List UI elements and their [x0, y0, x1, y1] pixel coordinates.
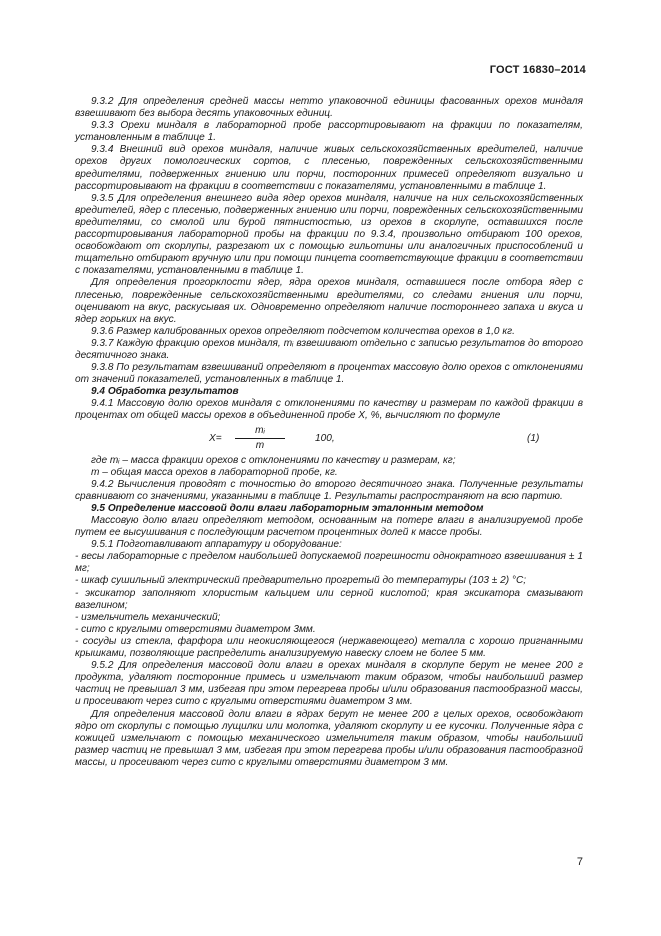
- paragraph: 9.4 Обработка результатов: [91, 386, 239, 398]
- paragraph: - измельчитель механический;: [75, 611, 221, 623]
- formula-lhs: X=: [209, 432, 222, 444]
- paragraph: 9.4.1 Массовую долю орехов миндаля с отклонениями по качеству и размерам по каждой фракции в процентах от общей массы орехов в объединенной пробе X, %, вычисляют по формуле: [75, 398, 583, 422]
- paragraph: 9.4.2 Вычисления проводят с точностью до второго десятичного знака. Полученные результаты сравнивают со значениями, указанными в таблице 1. Результаты распространяют на всю партию.: [75, 478, 583, 502]
- paragraph: - весы лабораторные с пределом наибольшей допускаемой погрешности однократного взвешивания ± 1 мг;: [75, 551, 583, 575]
- section-paragraphs-1: [75, 96, 583, 423]
- page-number: 7: [576, 856, 583, 868]
- paragraph: - шкаф сушильный электрический предварительно прогретый до температуры (103 ± 2) °С;: [75, 575, 527, 587]
- paragraph: Для определения массовой доли влаги в ядрах берут не менее 200 г целых орехов, освобождают ядро от скорлупы с помощью лущилки или молотка, удаляют скорлупу и ее кусочки. Полученные ядра с кожицей измельчают с помощью механического измельчителя таким образом, чтобы наибольший размер частиц не превышал 3 мм, избегая при этом перегрева пробы и/или образования пастообразной массы, и просеивают через сито с круглыми отверстиями диаметром 3 мм.: [75, 708, 583, 768]
- section-paragraphs-2: [75, 455, 583, 769]
- paragraph: 9.3.4 Внешний вид орехов миндаля, наличие живых сельскохозяйственных вредителей, наличие орехов других помологических сортов, с плесенью, поврежденных сельскохозяйственными вредителями, подверженных гниению или порчи, посторонних примесей определяют визуально и рассортировывают на фракции в соответствии с показателями, установленными в таблице 1.: [75, 144, 583, 192]
- paragraph: 9.3.5 Для определения внешнего вида ядер орехов миндаля, наличие на них сельскохозяйственных вредителей, ядер с плесенью, подверженных гниению или порчи, поврежденных сельскохозяйственными вредителями, со смолой или бурой пятнистостью, из орехов в скорлупе, оставшихся после рассортировывания лабораторной пробы на фракции по 9.3.4, произвольно отбирают 100 орехов, освобождают от скорлупы, разрезают их с помощью гильотины или аналогичных приспособлений и тщательно отбирают вручную или при помощи пинцета соответствующие фракции в соответствии с показателями, установленными в таблице 1.: [75, 192, 583, 277]
- paragraph: - сосуды из стекла, фарфора или неокисляющегося (нержавеющего) металла с хорошо пригнанными крышками, позволяющие распределить анализируемую навеску слоем не более 5 мм.: [75, 635, 583, 660]
- paragraph: 9.5.2 Для определения массовой доли влаги в орехах миндаля в скорлупе берут не менее 200 г продукта, удаляют посторонние примесь и измельчают таким образом, чтобы наибольший размер частиц не превышал 3 мм, избегая при этом перегрева пробы и/или образования пастообразной массы, и просеивают через сито с круглыми отверстиями диаметром 3 мм.: [75, 660, 583, 708]
- paragraph: 9.3.2 Для определения средней массы нетто упаковочной единицы фасованных орехов миндаля взвешивают без выбора десять упаковочных единиц.: [75, 96, 583, 120]
- paragraph: где mᵢ – масса фракции орехов с отклонениями по качеству и размерам, кг;: [91, 454, 456, 466]
- document-header: ГОСТ 16830–2014: [489, 64, 586, 76]
- formula-numerator: mᵢ: [235, 425, 285, 439]
- paragraph: 9.3.8 По результатам взвешиваний определяют в процентах массовую долю орехов с отклонениями от значений показателей, установленных в таблице 1.: [75, 362, 583, 386]
- paragraph: - эксикатор заполняют хлористым кальцием или серной кислотой; края эксикатора смазывают вазелином;: [75, 587, 583, 611]
- paragraph: 9.5 Определение массовой доли влаги лабораторным эталонным методом: [91, 502, 484, 514]
- paragraph: 9.5.1 Подготавливают аппаратуру и оборудование:: [91, 539, 342, 551]
- paragraph: Для определения прогорклости ядер, ядра орехов миндаля, оставшиеся после отбора ядер с плесенью, поврежденные сельскохозяйственными вредителями, со следами гниения или порчи, оценивают на вкус, раскусывая их. Одновременно определяют наличие постороннего запаха и вкуса и ядер горьких на вкус.: [75, 277, 583, 325]
- paragraph: - сито с круглыми отверстиями диаметром 3мм.: [75, 623, 316, 635]
- formula-fraction: [235, 425, 285, 452]
- formula-denominator: m: [255, 439, 265, 451]
- formula-multiplier: 100,: [315, 432, 335, 444]
- paragraph: Массовую долю влаги определяют методом, основанным на потере влаги в анализируемой пробе путем ее высушивания с последующим расчетом процентных долей к массе пробы.: [75, 515, 583, 539]
- document-body: [75, 96, 583, 769]
- paragraph: m – общая масса орехов в лабораторной пробе, кг.: [91, 466, 338, 478]
- paragraph: 9.3.6 Размер калиброванных орехов определяют подсчетом количества орехов в 1,0 кг.: [91, 325, 515, 337]
- paragraph: 9.3.3 Орехи миндаля в лабораторной пробе рассортировывают на фракции по показателям, установленным в таблице 1.: [75, 120, 583, 144]
- formula-1: [75, 425, 583, 453]
- paragraph: 9.3.7 Каждую фракцию орехов миндаля, mᵢ взвешивают отдельно с записью результатов до второго десятичного знака.: [75, 337, 583, 361]
- formula-number: (1): [527, 432, 540, 444]
